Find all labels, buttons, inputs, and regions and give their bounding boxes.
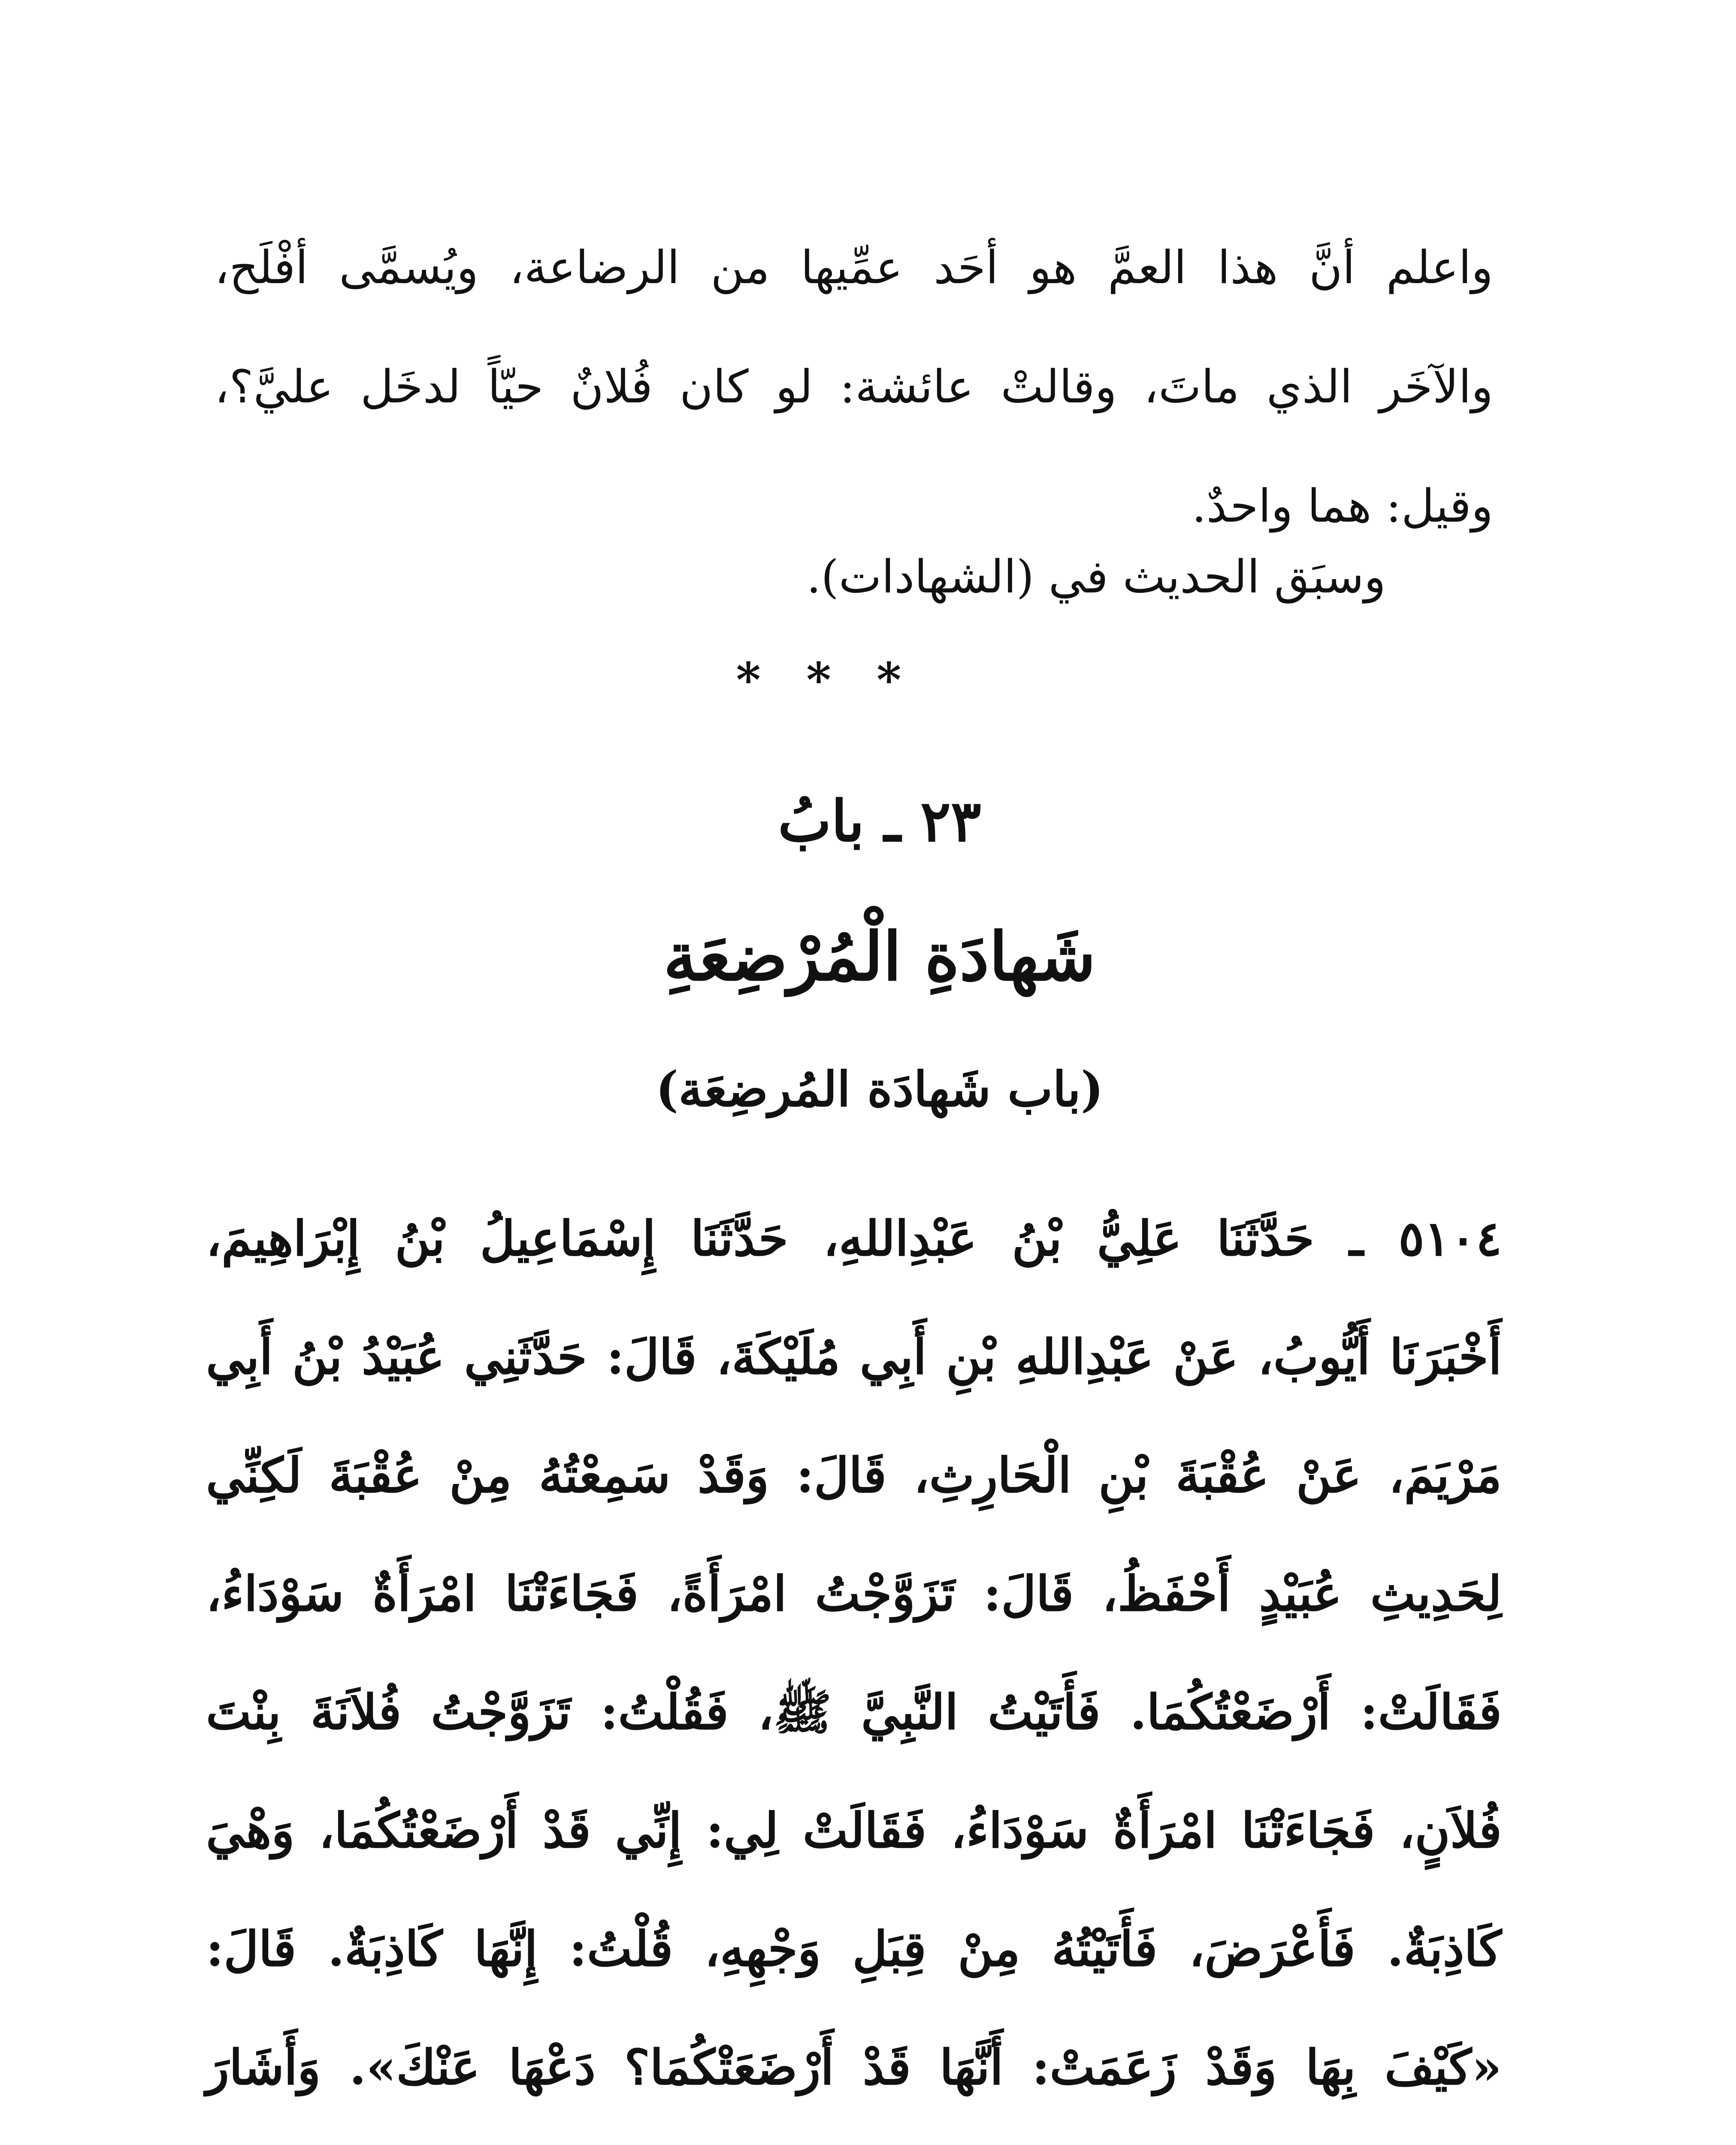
hadith-text	[206, 1180, 1502, 2145]
chapter-number: ٢٣ ـ بابُ	[778, 788, 981, 855]
intro-reference: وسبَق الحديث في (الشهادات).	[806, 550, 1386, 603]
hadith-line: كَاذِبَةٌ. فَأَعْرَضَ، فَأَتَيْتُهُ مِنْ قِبَلِ وَجْهِهِ، قُلْتُ: إِنَّهَا كَاذِبَةٌ. قَالَ:	[206, 1921, 1502, 1977]
intro-line: وقيل: هما واحدٌ.	[1192, 480, 1493, 532]
intro-line: والآخَر الذي ماتَ، وقالتْ عائشة: لو كان فُلانٌ حيّاً لدخَل عليَّ؟،	[215, 360, 1493, 413]
hadith-line: مَرْيَمَ، عَنْ عُقْبَةَ بْنِ الْحَارِثِ، قَالَ: وَقَدْ سَمِعْتُهُ مِنْ عُقْبَةَ لَكِنِّي	[206, 1447, 1502, 1504]
hadith-line: «كَيْفَ بِهَا وَقَدْ زَعَمَتْ: أَنَّهَا قَدْ أَرْضَعَتْكُمَا؟ دَعْهَا عَنْكَ». وَأَشَارَ	[206, 2039, 1502, 2096]
hadith-line: ٥١٠٤ ـ حَدَّثَنَا عَلِيُّ بْنُ عَبْدِاللهِ، حَدَّثَنَا إِسْمَاعِيلُ بْنُ إِبْرَاهِيمَ،	[206, 1211, 1502, 1267]
hadith-line: فُلاَنٍ، فَجَاءَتْنَا امْرَأَةٌ سَوْدَاءُ، فَقَالَتْ لِي: إِنِّي قَدْ أَرْضَعْتُكُمَا، وَهْيَ	[206, 1803, 1502, 1859]
section-separator: * * *	[736, 652, 916, 707]
hadith-line: فَقَالَتْ: أَرْضَعْتُكُمَا. فَأَتَيْتُ النَّبِيَّ ﷺ، فَقُلْتُ: تَزَوَّجْتُ فُلاَنَةَ بِنْتَ	[206, 1684, 1502, 1740]
hadith-line: لِحَدِيثِ عُبَيْدٍ أَحْفَظُ، قَالَ: تَزَوَّجْتُ امْرَأَةً، فَجَاءَتْنَا امْرَأَةٌ سَوْدَاءُ،	[206, 1566, 1502, 1622]
chapter-subtitle: (باب شَهادَة المُرضِعَة)	[656, 1061, 1104, 1118]
intro-line: واعلم أنَّ هذا العمَّ هو أحَد عمِّيها من الرضاعة، ويُسمَّى أفْلَح،	[215, 241, 1493, 294]
hadith-line	[206, 2127, 1502, 2145]
hadith-line: أَخْبَرَنَا أَيُّوبُ، عَنْ عَبْدِاللهِ بْنِ أَبِي مُلَيْكَةَ، قَالَ: حَدَّثَنِي عُبَيْدُ بْنُ أَبِي	[206, 1329, 1502, 1385]
intro-paragraph	[215, 208, 1493, 566]
chapter-title: شَهادَةِ الْمُرْضِعَةِ	[663, 917, 1096, 996]
